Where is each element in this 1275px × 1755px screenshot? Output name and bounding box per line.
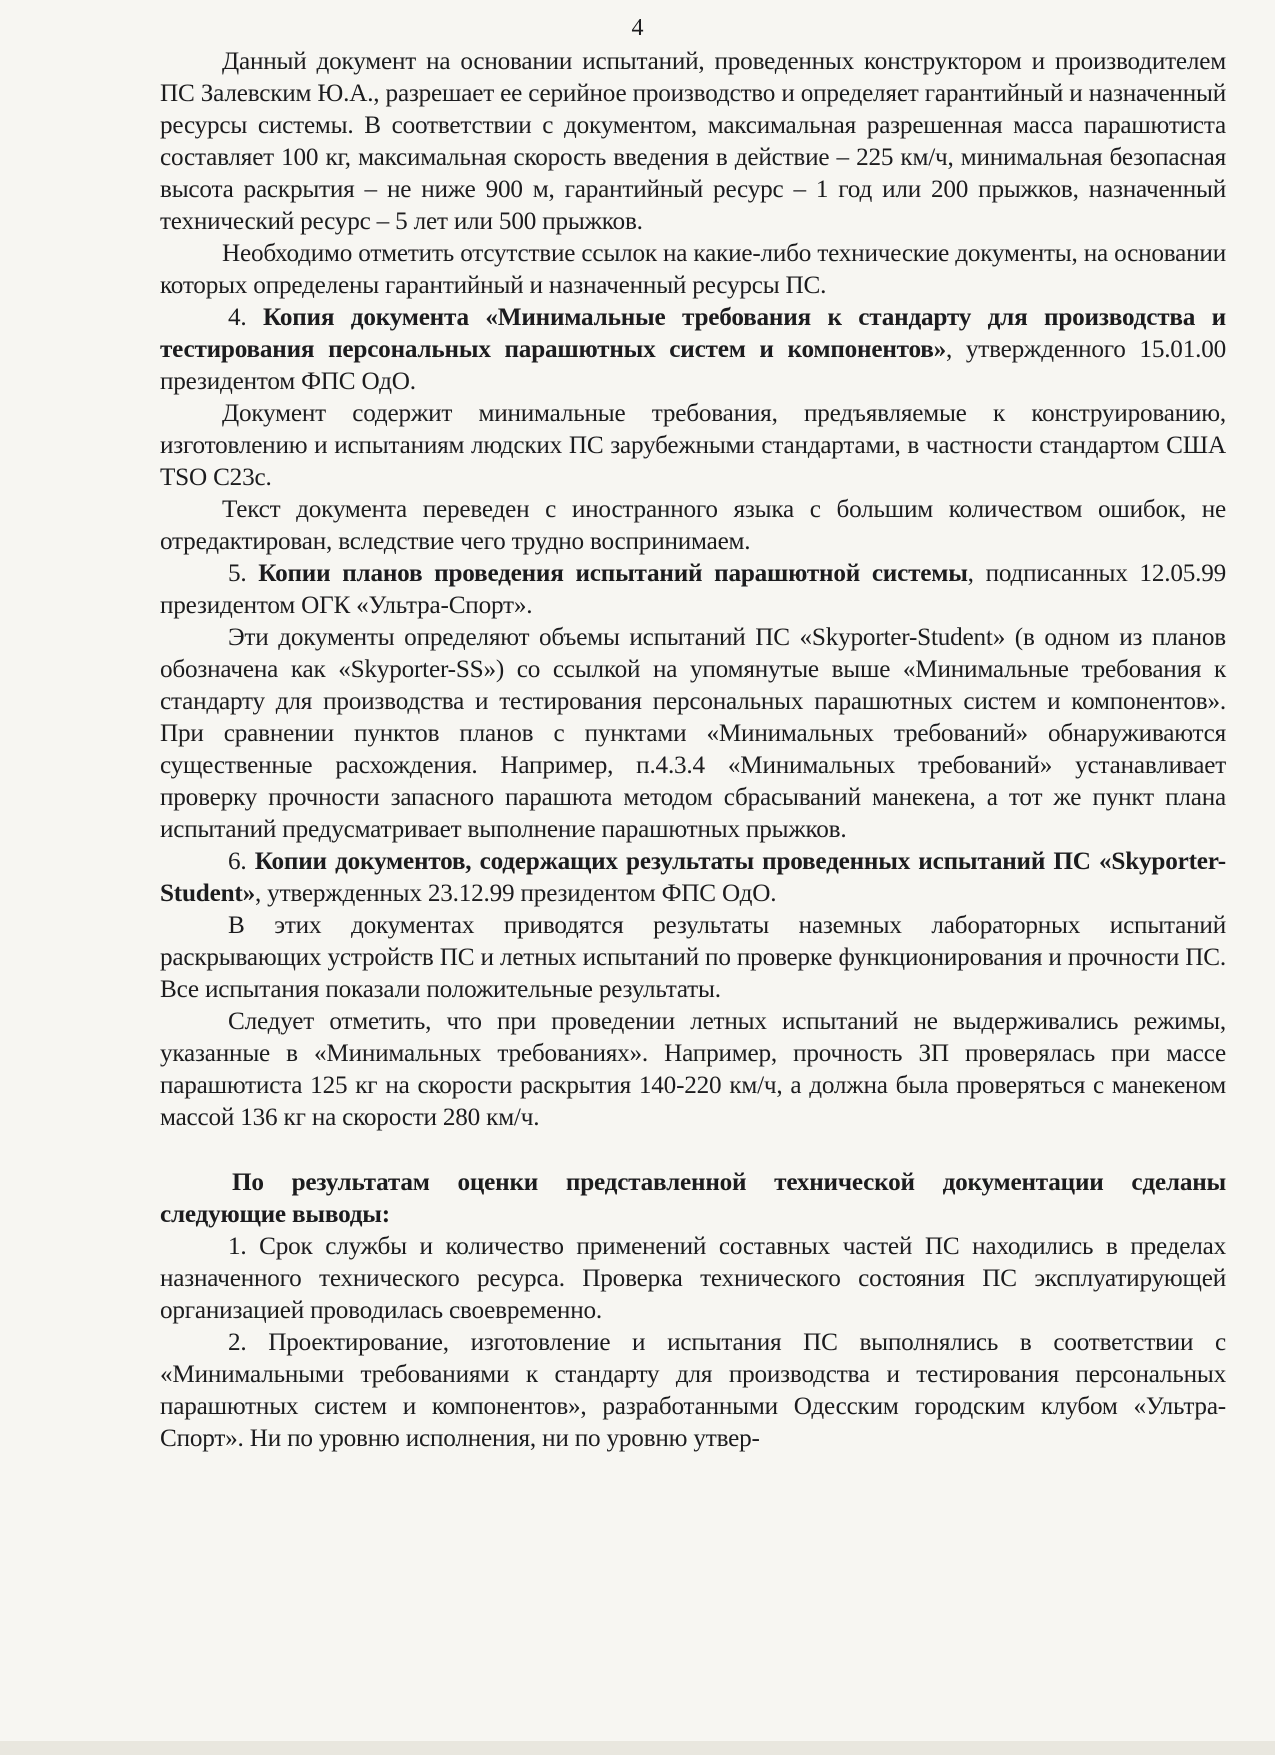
item-5-number: 5. bbox=[228, 560, 259, 587]
item-6-number: 6. bbox=[228, 848, 255, 875]
paragraph-min-requirements: Документ содержит минимальные требования, предъявляемые к конструированию, изготовлению и испытаниям людских ПС зарубежными стандартами, в частности стандартом США TSO C23c. bbox=[160, 400, 1226, 491]
item-6-approval: , утвержденных 23.12.99 президентом ФПС ОдО. bbox=[254, 880, 777, 907]
paragraph-test-results: В этих документах приводятся результаты наземных лабораторных испытаний раскрывающих устройств ПС и летных испытаний по проверке функционирования и прочности ПС. Все испытания показали положительные результаты. bbox=[160, 912, 1226, 1003]
item-5-approval: , подписанных 12.05.99 президентом ОГК «Ультра-Спорт». bbox=[160, 560, 1226, 619]
item-6-heading bbox=[160, 846, 1226, 910]
paragraph-permit: Данный документ на основании испытаний, проведенных конструктором и производителем ПС Залевским Ю.А., разрешает ее серийное производство и определяет гарантийный и назначенный ресурсы системы. В соответствии с документом, максимальная разрешенная масса парашютиста составляет 100 кг, максимальная скорость введения в действие – 225 км/ч, минимальная безопасная высота раскрытия – не ниже 900 м, гарантийный ресурс – 1 год или 200 прыжков, назначенный технический ресурс – 5 лет или 500 прыжков. bbox=[160, 48, 1226, 235]
item-4-title: Копия документа «Минимальные требования к стандарту для производства и тестирования персональных парашютных систем и компонентов» bbox=[160, 304, 1226, 363]
item-6-title: Копии документов, содержащих результаты проведенных испытаний ПС «Skyporter-Student» bbox=[160, 848, 1226, 907]
item-5-heading bbox=[160, 558, 1226, 622]
section-spacer bbox=[160, 1134, 1226, 1167]
conclusion-1: 1. Срок службы и количество применений составных частей ПС находились в пределах назначенного технического ресурса. Проверка технического состояния ПС эксплуатирующей организацией проводилась своевременно. bbox=[160, 1233, 1226, 1324]
document-body bbox=[160, 46, 1226, 1455]
conclusion-2: 2. Проектирование, изготовление и испытания ПС выполнялись в соответствии с «Минимальными требованиями к стандарту для производства и тестирования персональных парашютных систем и компонентов», разработанными Одесским городским клубом «Ультра-Спорт». Ни по уровню исполнения, ни по уровню утвер- bbox=[160, 1329, 1226, 1452]
page-number: 4 bbox=[631, 15, 644, 41]
scan-bottom-edge bbox=[0, 1741, 1275, 1755]
item-4-number: 4. bbox=[228, 304, 264, 331]
conclusions-heading: По результатам оценки представленной технической документации сделаны следующие выводы: bbox=[160, 1169, 1226, 1228]
paragraph-translation-quality: Текст документа переведен с иностранного языка с большим количеством ошибок, не отредактирован, вследствие чего трудно воспринимаем. bbox=[160, 496, 1226, 555]
paragraph-test-plans: Эти документы определяют объемы испытаний ПС «Skyporter-Student» (в одном из планов обозначена как «Skyporter-SS») со ссылкой на упомянутые выше «Минимальные требования к стандарту для производства и тестирования персональных парашютных систем и компонентов». При сравнении пунктов планов с пунктами «Минимальных требований» обнаруживаются существенные расхождения. Например, п.4.3.4 «Минимальных требований» устанавливает проверку прочности запасного парашюта методом сбрасываний манекена, а тот же пункт плана испытаний предусматривает выполнение парашютных прыжков. bbox=[160, 624, 1226, 843]
item-4-heading bbox=[160, 302, 1226, 398]
item-4-approval: , утвержденного 15.01.00 президентом ФПС ОдО. bbox=[160, 336, 1226, 395]
paragraph-flight-test-modes: Следует отметить, что при проведении летных испытаний не выдерживались режимы, указанные в «Минимальных требованиях». Например, прочность ЗП проверялась при массе парашютиста 125 кг на скорости раскрытия 140-220 км/ч, а должна была проверяться с манекеном массой 136 кг на скорости 280 км/ч. bbox=[160, 1008, 1226, 1131]
paragraph-missing-references: Необходимо отметить отсутствие ссылок на какие-либо технические документы, на основании которых определены гарантийный и назначенный ресурсы ПС. bbox=[160, 240, 1226, 299]
item-5-title: Копии планов проведения испытаний парашютной системы bbox=[258, 560, 968, 587]
